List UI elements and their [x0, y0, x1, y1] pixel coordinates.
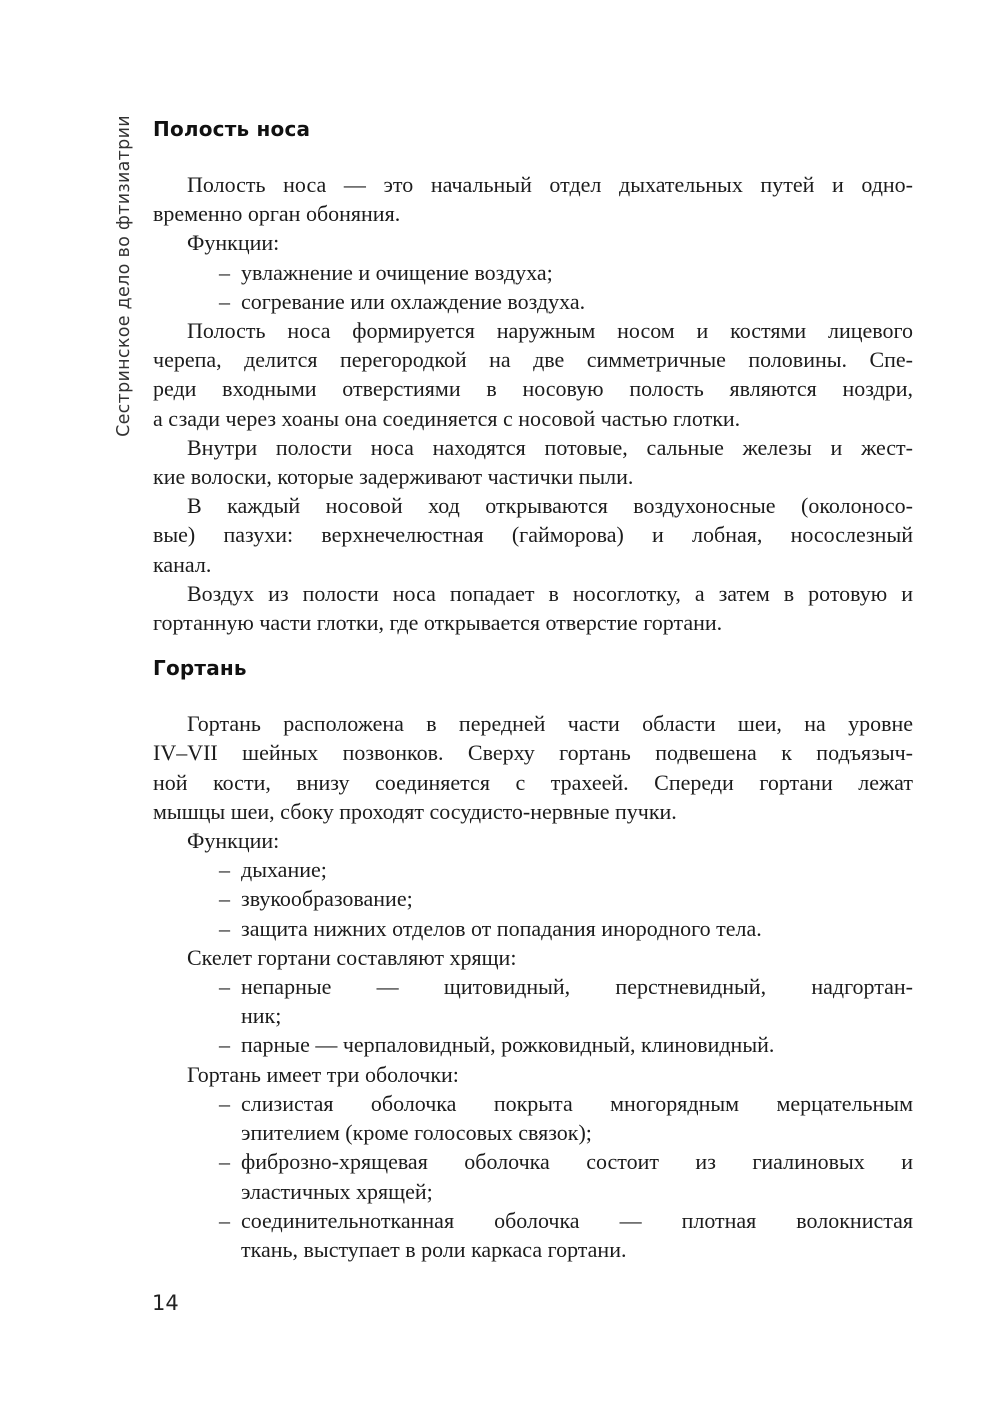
- text-line: непарные — щитовидный, перстневидный, надгортан-: [241, 974, 913, 1000]
- text-line: реди входными отверстиями в носовую полость являются ноздри,: [153, 376, 913, 402]
- text-line: ной кости, внизу соединяется с трахеей. Спереди гортани лежат: [153, 769, 913, 795]
- text-line: эластичных хрящей;: [241, 1178, 433, 1204]
- text-line: мышцы шеи, сбоку проходят сосудисто-нервные пучки.: [153, 798, 677, 824]
- page-content: [153, 108, 913, 1264]
- text-line: гортанную части глотки, где открывается отверстие гортани.: [153, 610, 723, 636]
- list-item: – фиброзно-хрящевая оболочка состоит из гиалиновых и эластичных хрящей;: [153, 1147, 913, 1205]
- list-item: – согревание или охлаждение воздуха.: [153, 287, 913, 316]
- section-title-nasal-cavity: Полость носа: [153, 117, 311, 141]
- list-item: – слизистая оболочка покрыта многорядным мерцательным эпителием (кроме голосовых связок);: [153, 1089, 913, 1147]
- text-line: В каждый носовой ход открываются воздухоносные (околоносо-: [187, 493, 913, 519]
- functions-list: [153, 258, 913, 316]
- text-line: соединительнотканная оболочка — плотная волокнистая: [241, 1207, 913, 1233]
- list-item: – защита нижних отделов от попадания инородного тела.: [153, 914, 913, 943]
- text-line: Полость носа — это начальный отдел дыхательных путей и одно-: [187, 172, 913, 197]
- functions-label: [153, 826, 913, 855]
- text-line: согревание или охлаждение воздуха.: [241, 288, 586, 314]
- text-line: Функции:: [187, 230, 280, 256]
- text-line: ткань, выступает в роли каркаса гортани.: [241, 1236, 627, 1262]
- text-line: Гортань имеет три оболочки:: [187, 1061, 459, 1087]
- text-line: защита нижних отделов от попадания инородного тела.: [241, 915, 762, 941]
- list-item: – соединительнотканная оболочка — плотная волокнистая ткань, выступает в роли каркаса гортани.: [153, 1206, 913, 1264]
- section-title-larynx: Гортань: [153, 656, 247, 681]
- body-paragraph: [153, 579, 913, 637]
- text-line: слизистая оболочка покрыта многорядным мерцательным: [241, 1090, 913, 1116]
- skeleton-label: [153, 943, 913, 972]
- text-line: парные — черпаловидный, рожковидный, клиновидный.: [241, 1032, 775, 1058]
- text-line: ник;: [241, 1003, 282, 1029]
- text-line: Воздух из полости носа попадает в носоглотку, а затем в ротовую и: [187, 580, 913, 606]
- text-line: канал.: [153, 551, 212, 577]
- text-line: Функции:: [187, 828, 280, 854]
- list-item: – звукообразование;: [153, 884, 913, 913]
- page-number: 14: [152, 1291, 179, 1315]
- list-item: – парные — черпаловидный, рожковидный, клиновидный.: [153, 1030, 913, 1059]
- text-line: увлажнение и очищение воздуха;: [241, 259, 553, 285]
- list-item: – увлажнение и очищение воздуха;: [153, 258, 913, 287]
- text-line: дыхание;: [241, 857, 327, 883]
- intro-paragraph: [153, 709, 913, 826]
- list-item: – непарные — щитовидный, перстневидный, надгортан- ник;: [153, 972, 913, 1030]
- text-line: фиброзно-хрящевая оболочка состоит из гиалиновых и: [241, 1149, 913, 1175]
- functions-label: [153, 228, 913, 257]
- text-line: эпителием (кроме голосовых связок);: [241, 1120, 592, 1146]
- text-line: вые) пазухи: верхнечелюстная (гайморова) и лобная, носослезный: [153, 522, 913, 548]
- membranes-list: [153, 1089, 913, 1264]
- membranes-label: [153, 1060, 913, 1089]
- body-paragraph: [153, 491, 913, 579]
- text-line: а сзади через хоаны она соединяется с носовой частью глотки.: [153, 405, 741, 431]
- intro-paragraph: [153, 170, 913, 228]
- text-line: Гортань расположена в передней части области шеи, на уровне: [187, 711, 913, 737]
- list-item: – дыхание;: [153, 855, 913, 884]
- functions-list: [153, 855, 913, 943]
- text-line: временно орган обоняния.: [153, 201, 401, 227]
- text-line: Скелет гортани составляют хрящи:: [187, 944, 517, 970]
- text-line: кие волоски, которые задерживают частички пыли.: [153, 464, 634, 490]
- skeleton-list: [153, 972, 913, 1060]
- text-line: Полость носа формируется наружным носом и костями лицевого: [187, 318, 913, 344]
- text-line: IV–VII шейных позвонков. Сверху гортань подвешена к подъязыч-: [153, 740, 913, 766]
- text-line: звукообразование;: [241, 886, 413, 912]
- body-paragraph: [153, 316, 913, 433]
- body-paragraph: [153, 433, 913, 491]
- text-line: черепа, делится перегородкой на две симметричные половины. Спе-: [153, 347, 913, 373]
- text-line: Внутри полости носа находятся потовые, сальные железы и жест-: [187, 434, 913, 460]
- running-head: Сестринское дело во фтизиатрии: [114, 115, 134, 437]
